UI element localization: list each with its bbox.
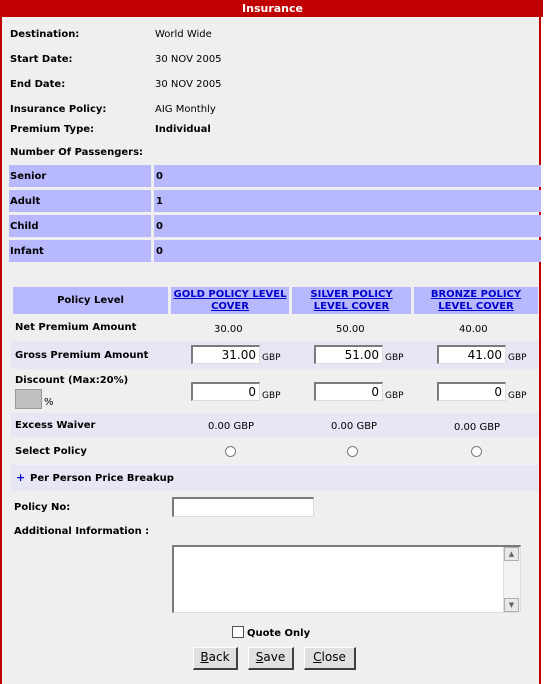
bronze-net-premium: 40.00 bbox=[459, 324, 488, 335]
insurance-policy-value: AIG Monthly bbox=[155, 104, 216, 115]
policy-table bbox=[11, 285, 538, 493]
additional-info-label: Additional Information : bbox=[14, 526, 150, 537]
currency-unit: GBP bbox=[508, 353, 527, 363]
scroll-up-icon[interactable]: ▲ bbox=[504, 547, 519, 561]
currency-unit: GBP bbox=[385, 391, 404, 401]
expand-icon[interactable]: + bbox=[16, 471, 26, 484]
currency-unit: GBP bbox=[262, 353, 281, 363]
bronze-gross-input[interactable]: 41.00 bbox=[437, 345, 506, 364]
passenger-type: Child bbox=[10, 221, 39, 232]
passenger-row-adult bbox=[9, 190, 541, 212]
excess-waiver-label: Excess Waiver bbox=[15, 420, 96, 431]
passenger-count: 0 bbox=[156, 246, 163, 257]
passenger-type: Senior bbox=[10, 171, 47, 182]
destination-label: Destination: bbox=[10, 29, 80, 40]
silver-excess-waiver: 0.00 GBP bbox=[331, 421, 378, 432]
gold-discount-input[interactable]: 0 bbox=[191, 382, 260, 401]
currency-unit: GBP bbox=[262, 391, 281, 401]
passenger-type: Infant bbox=[10, 246, 44, 257]
select-policy-row bbox=[11, 439, 538, 463]
gold-select-radio[interactable] bbox=[225, 446, 236, 457]
start-date-value: 30 NOV 2005 bbox=[155, 54, 222, 65]
gold-excess-waiver: 0.00 GBP bbox=[208, 421, 255, 432]
passengers-label: Number Of Passengers: bbox=[10, 147, 144, 158]
insurance-policy-label: Insurance Policy: bbox=[10, 104, 107, 115]
save-button-label: Save bbox=[255, 650, 286, 664]
close-button[interactable] bbox=[304, 647, 356, 670]
silver-header-cell bbox=[292, 287, 411, 314]
passenger-count: 0 bbox=[156, 171, 163, 182]
premium-type-label: Premium Type: bbox=[10, 124, 95, 135]
gold-header-cell bbox=[171, 287, 289, 314]
passenger-row-senior bbox=[9, 165, 541, 187]
destination-value: World Wide bbox=[155, 29, 212, 40]
select-policy-label: Select Policy bbox=[15, 446, 87, 457]
discount-percent-input[interactable] bbox=[15, 389, 42, 409]
end-date-label: End Date: bbox=[10, 79, 66, 90]
silver-policy-link[interactable]: SILVER POLICY LEVEL COVER bbox=[310, 289, 393, 312]
price-breakup-link[interactable]: Per Person Price Breakup bbox=[30, 473, 174, 484]
policy-level-header: Policy Level bbox=[57, 295, 124, 306]
passenger-type: Adult bbox=[10, 196, 41, 207]
policy-level-header-cell bbox=[13, 287, 168, 314]
gold-net-premium: 30.00 bbox=[214, 324, 243, 335]
percent-unit: % bbox=[44, 397, 54, 408]
textarea-scrollbar[interactable] bbox=[503, 547, 520, 612]
save-button[interactable] bbox=[248, 647, 294, 670]
passenger-row-infant bbox=[9, 240, 541, 262]
gross-premium-label: Gross Premium Amount bbox=[15, 350, 149, 361]
passenger-row-child bbox=[9, 215, 541, 237]
bronze-discount-input[interactable]: 0 bbox=[437, 382, 506, 401]
currency-unit: GBP bbox=[385, 353, 404, 363]
gold-gross-input[interactable]: 31.00 bbox=[191, 345, 260, 364]
scroll-down-icon[interactable]: ▼ bbox=[504, 598, 519, 612]
silver-discount-input[interactable]: 0 bbox=[314, 382, 383, 401]
additional-info-textarea[interactable] bbox=[172, 545, 521, 613]
window-title: Insurance bbox=[2, 0, 543, 17]
bronze-policy-link[interactable]: BRONZE POLICY LEVEL COVER bbox=[430, 289, 522, 312]
premium-type-value: Individual bbox=[155, 124, 211, 135]
back-button-label: Back bbox=[200, 650, 230, 664]
bronze-header-cell bbox=[414, 287, 538, 314]
discount-label: Discount (Max:20%) bbox=[15, 375, 129, 386]
start-date-label: Start Date: bbox=[10, 54, 73, 65]
gold-policy-link[interactable]: GOLD POLICY LEVEL COVER bbox=[173, 289, 287, 312]
silver-net-premium: 50.00 bbox=[336, 324, 365, 335]
back-button[interactable] bbox=[193, 647, 238, 670]
bronze-select-radio[interactable] bbox=[471, 446, 482, 457]
quote-only-label: Quote Only bbox=[247, 628, 311, 639]
close-button-label: Close bbox=[313, 650, 346, 664]
passenger-count: 1 bbox=[156, 196, 163, 207]
net-premium-label: Net Premium Amount bbox=[15, 322, 137, 333]
quote-only-checkbox[interactable] bbox=[232, 626, 244, 638]
end-date-value: 30 NOV 2005 bbox=[155, 79, 222, 90]
currency-unit: GBP bbox=[508, 391, 527, 401]
policy-no-input[interactable] bbox=[172, 497, 314, 517]
policy-no-label: Policy No: bbox=[14, 502, 71, 513]
passenger-count: 0 bbox=[156, 221, 163, 232]
bronze-excess-waiver: 0.00 GBP bbox=[454, 422, 501, 433]
silver-select-radio[interactable] bbox=[347, 446, 358, 457]
silver-gross-input[interactable]: 51.00 bbox=[314, 345, 383, 364]
